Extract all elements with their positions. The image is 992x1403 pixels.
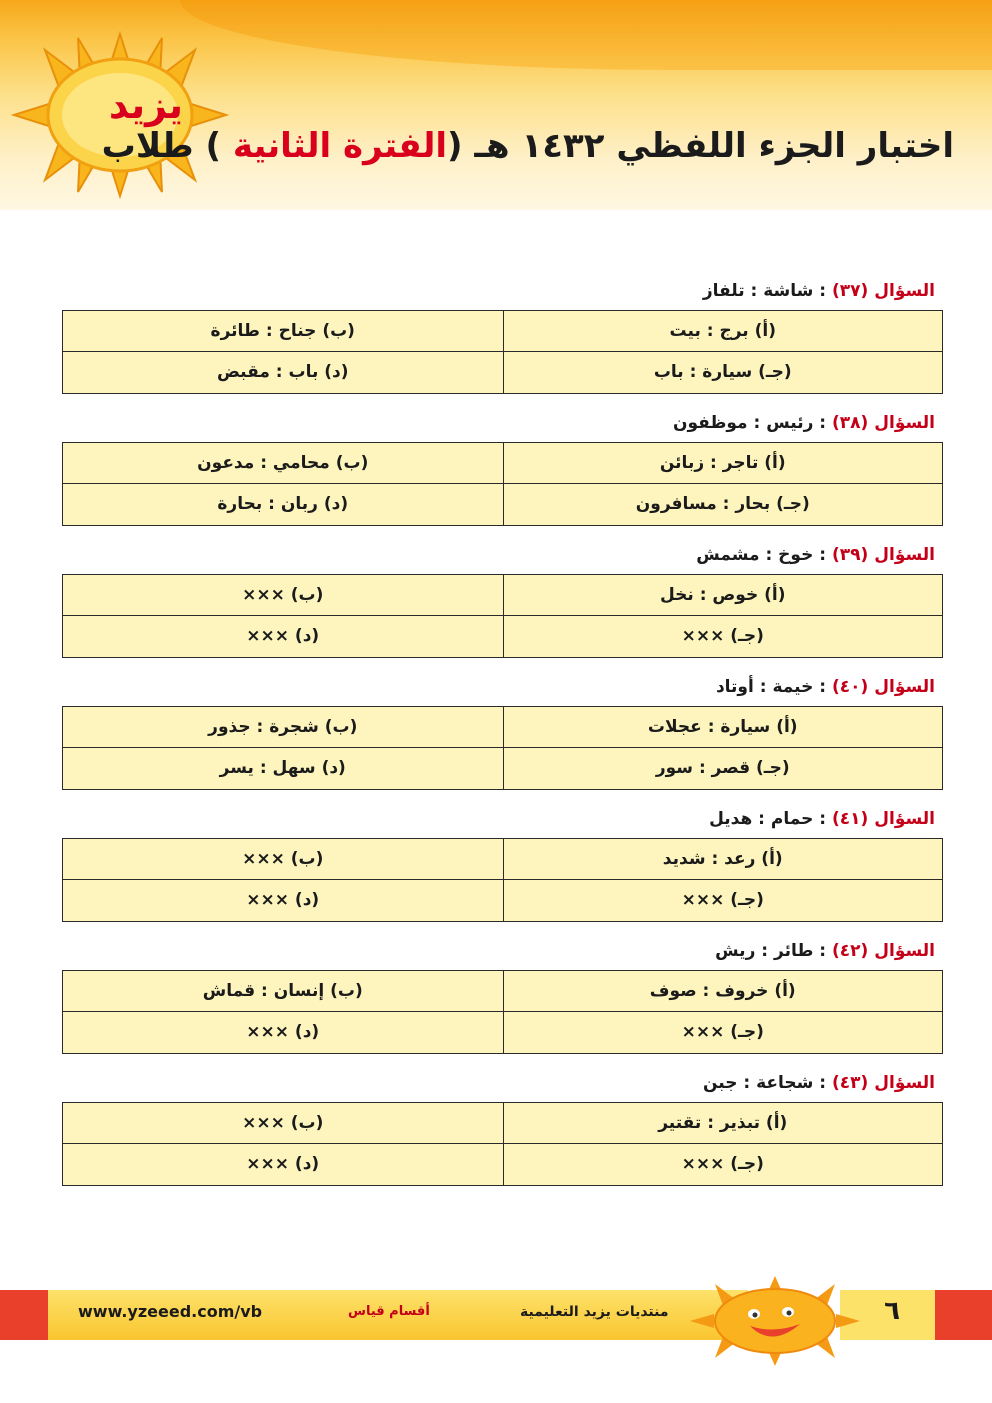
question-number: (٣٩) (832, 545, 869, 565)
option-d[interactable]: (د) ××× (246, 626, 320, 646)
question-pair: : حمام : هديل (709, 809, 827, 829)
options-table (62, 310, 943, 394)
question-number: (٤٢) (832, 941, 869, 961)
option-a[interactable]: (أ) سيارة : عجلات (503, 707, 943, 748)
question-label (62, 806, 943, 832)
question-prefix: السؤال (874, 809, 935, 829)
options-table (62, 442, 943, 526)
option-c[interactable]: (جـ) بحار : مسافرون (503, 484, 943, 525)
question-42 (62, 938, 943, 1054)
question-40 (62, 674, 943, 790)
footer-bar-left (0, 1290, 48, 1340)
question-number: (٣٧) (832, 281, 869, 301)
option-c[interactable]: (جـ) سيارة : باب (503, 352, 943, 393)
question-pair: : خيمة : أوتاد (715, 677, 827, 697)
question-41 (62, 806, 943, 922)
question-37 (62, 278, 943, 394)
question-label (62, 410, 943, 436)
options-table (62, 970, 943, 1054)
option-d[interactable]: (د) ××× (246, 1022, 320, 1042)
option-b[interactable]: (ب) إنسان : قماش (63, 971, 503, 1012)
question-number: (٤١) (832, 809, 869, 829)
question-label (62, 674, 943, 700)
option-d[interactable]: (د) ××× (246, 890, 320, 910)
smiling-sun-icon (690, 1276, 860, 1366)
question-number: (٣٨) (832, 413, 869, 433)
option-c[interactable]: (جـ) ××× (503, 1144, 943, 1185)
page-title-part1: اختبار الجزء اللفظي ١٤٣٢ هـ ( (447, 126, 954, 166)
question-pair: : طائر : ريش (715, 941, 827, 961)
logo-text: يزيد (108, 83, 184, 127)
question-prefix: السؤال (874, 941, 935, 961)
question-prefix: السؤال (874, 281, 935, 301)
page-number: ٦ (884, 1296, 900, 1326)
page-title (101, 126, 954, 166)
option-d[interactable]: (د) ربان : بحارة (217, 494, 349, 514)
question-number: (٤٠) (832, 677, 869, 697)
page-footer (0, 1290, 992, 1350)
question-label (62, 542, 943, 568)
option-a[interactable]: (أ) رعد : شديد (503, 839, 943, 880)
footer-url-link[interactable]: www.yzeeed.com/vb (78, 1302, 263, 1321)
option-a[interactable]: (أ) تاجر : زبائن (503, 443, 943, 484)
option-b[interactable]: (ب) ××× (63, 1103, 503, 1144)
option-a[interactable]: (أ) خروف : صوف (503, 971, 943, 1012)
question-pair: : رئيس : موظفون (672, 413, 827, 433)
options-table (62, 838, 943, 922)
question-prefix: السؤال (874, 1073, 935, 1093)
options-table (62, 706, 943, 790)
footer-bar-right-edge (935, 1290, 992, 1340)
question-number: (٤٣) (832, 1073, 869, 1093)
option-a[interactable]: (أ) خوص : نخل (503, 575, 943, 616)
page-title-part2: ) طلاب (101, 126, 233, 166)
question-pair: : شجاعة : جبن (702, 1073, 827, 1093)
option-b[interactable]: (ب) جناح : طائرة (63, 311, 503, 352)
option-c[interactable]: (جـ) ××× (503, 1012, 943, 1053)
option-a[interactable]: (أ) تبذير : تقتير (503, 1103, 943, 1144)
option-c[interactable]: (جـ) ××× (503, 880, 943, 921)
question-prefix: السؤال (874, 677, 935, 697)
option-a[interactable]: (أ) برج : بيت (503, 311, 943, 352)
banner-wave (180, 0, 992, 70)
page-title-highlight: الفترة الثانية (232, 126, 448, 166)
option-d[interactable]: (د) باب : مقبض (216, 362, 349, 382)
option-c[interactable]: (جـ) ××× (503, 616, 943, 657)
question-43 (62, 1070, 943, 1186)
options-table (62, 574, 943, 658)
option-b[interactable]: (ب) ××× (63, 839, 503, 880)
question-label (62, 1070, 943, 1096)
questions-list (62, 278, 943, 1202)
footer-forum-name: منتديات يزيد التعليمية (520, 1304, 669, 1320)
question-label (62, 278, 943, 304)
option-b[interactable]: (ب) ××× (63, 575, 503, 616)
option-d[interactable]: (د) ××× (246, 1154, 320, 1174)
option-b[interactable]: (ب) محامي : مدعون (63, 443, 503, 484)
question-prefix: السؤال (874, 413, 935, 433)
question-pair: : شاشة : تلفاز (702, 281, 827, 301)
question-38 (62, 410, 943, 526)
options-table (62, 1102, 943, 1186)
question-39 (62, 542, 943, 658)
header-banner (0, 0, 992, 210)
option-d[interactable]: (د) سهل : يسر (219, 758, 346, 778)
question-prefix: السؤال (874, 545, 935, 565)
question-pair: : خوخ : مشمش (696, 545, 827, 565)
question-label (62, 938, 943, 964)
option-b[interactable]: (ب) شجرة : جذور (63, 707, 503, 748)
footer-section-link[interactable]: أقسام قياس (348, 1304, 430, 1319)
option-c[interactable]: (جـ) قصر : سور (503, 748, 943, 789)
